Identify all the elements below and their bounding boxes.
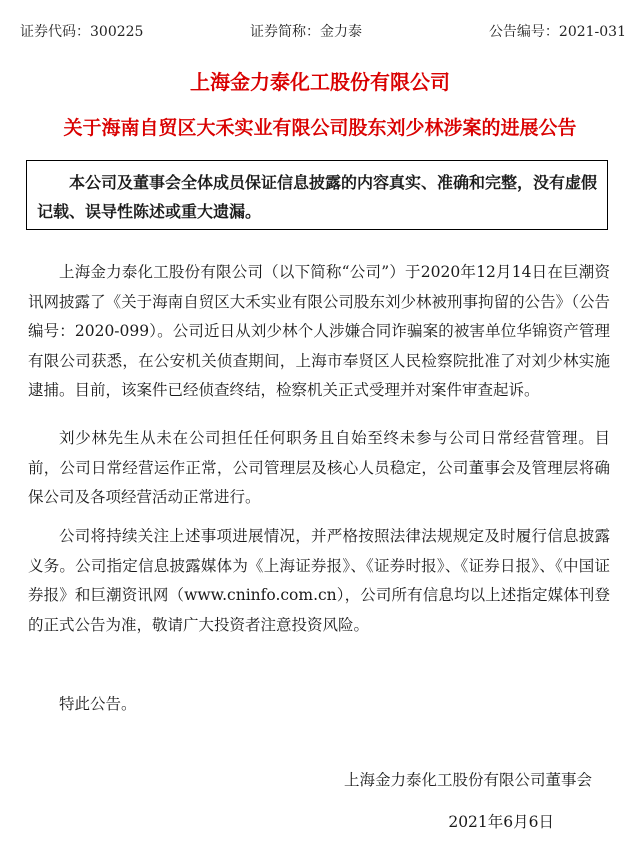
disclosure-statement: 本公司及董事会全体成员保证信息披露的内容真实、准确和完整，没有虚假记载、误导性陈述或重大遗漏。 xyxy=(37,173,598,221)
closing-remark: 特此公告。 xyxy=(59,695,137,713)
body-paragraph-1: 上海金力泰化工股份有限公司（以下简称“公司”）于2020年12月14日在巨潮资讯网披露了《关于海南自贸区大禾实业有限公司股东刘少林被刑事拘留的公告》（公告编号：2020-099）。公司近日从刘少林个人涉嫌合同诈骗案的被害单位华锦资产管理有限公司获悉，在公安机关侦查期间，上海市奉贤区人民检察院批准了对刘少林实施逮捕。目前，该案件已经侦查终结，检察机关正式受理并对案件审查起诉。 xyxy=(28,263,610,399)
announcement-title: 关于海南自贸区大禾实业有限公司股东刘少林涉案的进展公告 xyxy=(63,117,577,139)
body-paragraph-2: 刘少林先生从未在公司担任任何职务且自始至终未参与公司日常经营管理。目前，公司日常经营运作正常，公司管理层及核心人员稳定，公司董事会及管理层将确保公司及各项经营活动正常进行。 xyxy=(28,429,610,506)
company-title: 上海金力泰化工股份有限公司 xyxy=(190,70,450,94)
stock-abbreviation: 证券简称：金力泰 xyxy=(250,24,362,40)
signatory: 上海金力泰化工股份有限公司董事会 xyxy=(343,771,592,789)
notice-number: 公告编号：2021-031 xyxy=(488,24,626,40)
disclosure-statement-box xyxy=(26,160,608,230)
announcement-header xyxy=(20,20,626,44)
stock-code: 证券代码：300225 xyxy=(20,24,144,40)
body-paragraph-3: 公司将持续关注上述事项进展情况，并严格按照法律法规规定及时履行信息披露义务。公司指定信息披露媒体为《上海证券报》、《证券时报》、《证券日报》、《中国证券报》和巨潮资讯网（www.cninfo.com.cn），公司所有信息均以上述指定媒体刊登的正式公告为准，敬请广大投资者注意投资风险。 xyxy=(28,527,610,634)
announcement-date: 2021年6月6日 xyxy=(448,813,554,831)
